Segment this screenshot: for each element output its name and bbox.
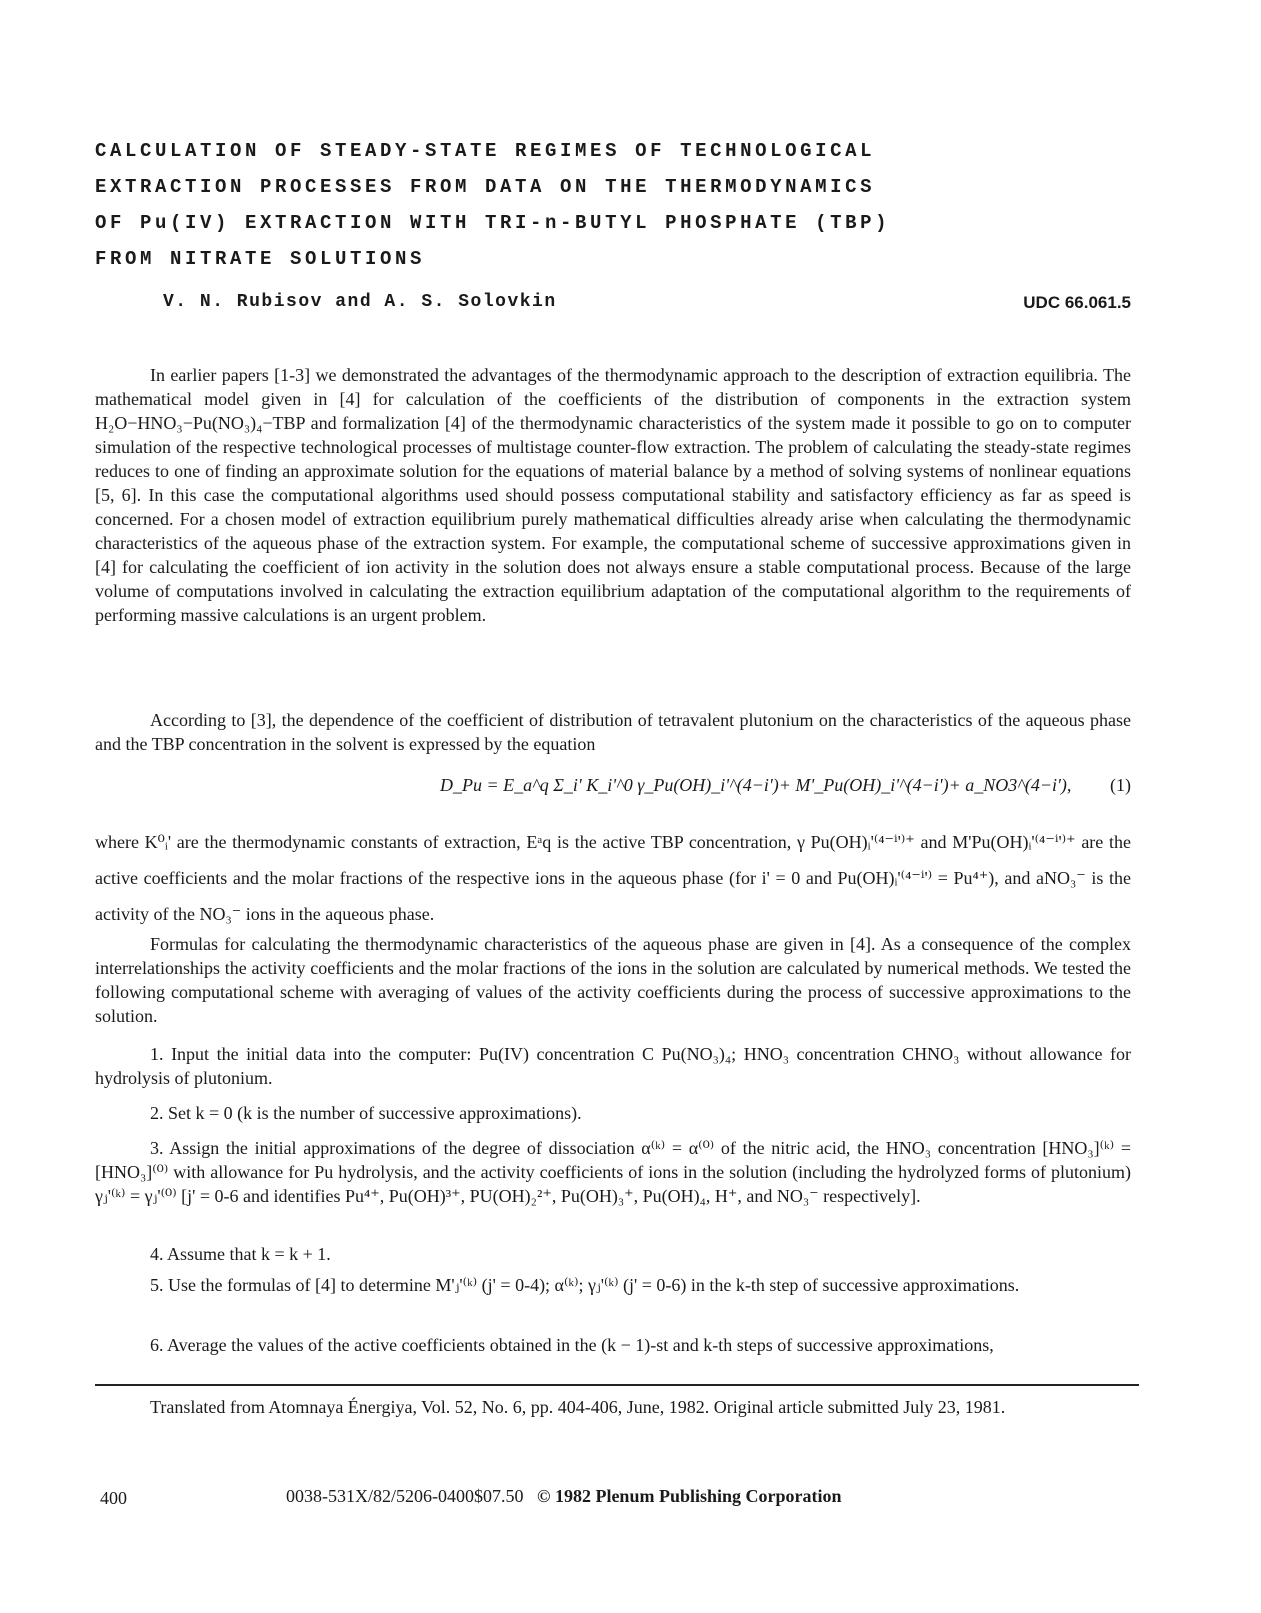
title-line: CALCULATION OF STEADY-STATE REGIMES OF TECHNOLOGICAL [95, 140, 876, 162]
equation-number: (1) [1110, 775, 1131, 795]
authors: V. N. Rubisov and A. S. Solovkin [163, 292, 557, 312]
title-line: EXTRACTION PROCESSES FROM DATA ON THE THERMODYNAMICS [95, 176, 876, 198]
paragraph-2 [95, 708, 1131, 756]
paragraph-4-text: Formulas for calculating the thermodynamic characteristics of the aqueous phase are given in [4]. As a consequence of the complex interrelationships the activity coefficients and the molar fractions of the ions in the solution are calculated by numerical methods. We tested the following computational scheme with averaging of values of the activity coefficients during the process of successive approximations to the solution. [95, 934, 1131, 1026]
step-item [95, 1333, 1131, 1357]
page-number: 400 [100, 1488, 127, 1508]
step-text: 1. Input the initial data into the computer: Pu(IV) concentration C Pu(NO₃)₄; HNO₃ concentration CHNO₃ without allowance for hydrolysis of plutonium. [95, 1044, 1131, 1088]
footnote-divider [95, 1384, 1139, 1386]
paragraph-1-text: In earlier papers [1-3] we demonstrated the advantages of the thermodynamic approach to the description of extraction equilibria. The mathematical model given in [4] for calculation of the coefficients of the distribution of components in the extraction system H₂O−HNO₃−Pu(NO₃)₄−TBP and formalization [4] of the thermodynamic characteristics of the system made it possible to go on to computer simulation of the respective technological processes of multistage counter-flow extraction. The problem of calculating the steady-state regimes reduces to one of finding an approximate solution for the equations of material balance by a method of solving systems of nonlinear equations [5, 6]. In this case the computational algorithms used should possess computational stability and satisfactory efficiency as far as speed is concerned. For a chosen model of extraction equilibrium purely mathematical difficulties already arise when calculating the thermodynamic characteristics of the aqueous phase of the extraction system. For example, the computational scheme of successive approximations given in [4] for calculating the coefficient of ion activity in the solution does not always ensure a stable computational process. Because of the large volume of computations involved in calculating the extraction equilibrium adaptation of the computational algorithm to the requirements of performing massive calculations is an urgent problem. [95, 365, 1131, 625]
step-item [95, 1042, 1131, 1090]
copyright [286, 1486, 842, 1507]
step-item [95, 1101, 1131, 1125]
step-item [95, 1273, 1131, 1297]
udc-code: UDC 66.061.5 [1023, 293, 1131, 312]
step-text: 2. Set k = 0 (k is the number of successive approximations). [150, 1103, 582, 1123]
step-text: 5. Use the formulas of [4] to determine M'ⱼ'⁽ᵏ⁾ (j' = 0-4); α⁽ᵏ⁾; γⱼ'⁽ᵏ⁾ (j' = 0-6) in the k-th step of successive approximations. [150, 1275, 1020, 1295]
paragraph-1 [95, 363, 1131, 627]
paragraph-2-text: According to [3], the dependence of the coefficient of distribution of tetravalent plutonium on the characteristics of the aqueous phase and the TBP concentration in the solvent is expressed by the equation [95, 710, 1131, 754]
paragraph-4 [95, 932, 1131, 1028]
step-item [95, 1136, 1131, 1208]
paragraph-3: where K⁰ᵢ' are the thermodynamic constants of extraction, Eᵃq is the active TBP concentration, γ Pu(OH)ᵢ'⁽⁴⁻ⁱ'⁾⁺ and M'Pu(OH)ᵢ'⁽⁴⁻ⁱ'⁾⁺ are the active coefficients and the molar fractions of the respective ions in the aqueous phase (for i' = 0 and Pu(OH)ᵢ'⁽⁴⁻ⁱ'⁾ = Pu⁴⁺), and aNO₃⁻ is the activity of the NO₃⁻ ions in the aqueous phase. [95, 832, 1131, 924]
copyright-holder: © 1982 Plenum Publishing Corporation [537, 1486, 842, 1506]
copyright-code: 0038-531X/82/5206-0400$07.50 [286, 1486, 524, 1506]
article-title [95, 133, 995, 277]
step-text: 4. Assume that k = k + 1. [150, 1244, 331, 1264]
title-line: OF Pu(IV) EXTRACTION WITH TRI-n-BUTYL PHOSPHATE (TBP) [95, 212, 891, 234]
footnote-text: Translated from Atomnaya Énergiya, Vol. 52, No. 6, pp. 404-406, June, 1982. Original article submitted July 23, 1981. [150, 1397, 1006, 1417]
step-text: 3. Assign the initial approximations of the degree of dissociation α⁽ᵏ⁾ = α⁽⁰⁾ of the nitric acid, the HNO₃ concentration [HNO₃]⁽ᵏ⁾ = [HNO₃]⁽⁰⁾ with allowance for Pu hydrolysis, and the activity coefficients of ions in the solution (including the hydrolyzed forms of plutonium) γⱼ'⁽ᵏ⁾ = γⱼ'⁽⁰⁾ [j' = 0-6 and identifies Pu⁴⁺, Pu(OH)³⁺, PU(OH)₂²⁺, Pu(OH)₃⁺, Pu(OH)₄, H⁺, and NO₃⁻ respectively]. [95, 1138, 1131, 1206]
equation: D_Pu = E_a^q Σ_i' K_i'^0 γ_Pu(OH)_i'^(4−i')+ M'_Pu(OH)_i'^(4−i')+ a_NO3^(4−i'), [440, 775, 1072, 795]
step-text: 6. Average the values of the active coefficients obtained in the (k − 1)-st and k-th steps of successive approximations, [150, 1335, 994, 1355]
title-line: FROM NITRATE SOLUTIONS [95, 248, 426, 270]
step-item [95, 1242, 1131, 1266]
footnote [100, 1395, 1130, 1419]
